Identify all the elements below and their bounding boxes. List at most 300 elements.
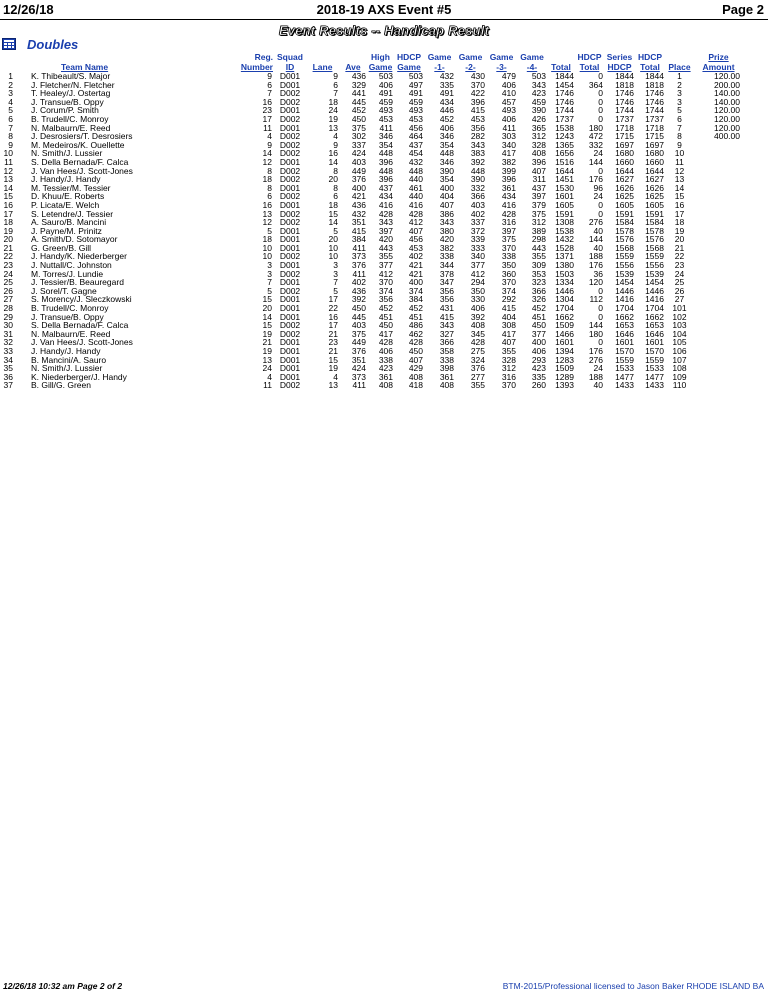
series-hdcp: 1744 bbox=[615, 105, 634, 116]
series-hdcp: 1627 bbox=[615, 174, 634, 185]
reg-number: 3 bbox=[267, 268, 272, 279]
series-hdcp: 1644 bbox=[615, 165, 634, 176]
hdcp-total-2: 1680 bbox=[645, 148, 664, 159]
hdcp-total: 0 bbox=[598, 105, 603, 116]
team-name: B. Trudell/C. Monroy bbox=[31, 113, 109, 124]
place: 5 bbox=[677, 105, 682, 116]
series-hdcp: 1477 bbox=[615, 371, 634, 382]
game-4: 312 bbox=[531, 131, 546, 142]
game-3: 407 bbox=[501, 337, 516, 348]
game-2: 324 bbox=[470, 354, 485, 365]
game-3: 360 bbox=[501, 268, 516, 279]
hdcp-game: 400 bbox=[408, 277, 423, 288]
series-hdcp: 1559 bbox=[615, 251, 634, 262]
reg-number: 10 bbox=[262, 242, 272, 253]
reg-number: 6 bbox=[267, 191, 272, 202]
ave: 392 bbox=[351, 294, 366, 305]
game-3: 328 bbox=[501, 354, 516, 365]
place: 108 bbox=[672, 363, 687, 374]
high-game: 397 bbox=[378, 225, 393, 236]
hdcp-total: 120 bbox=[588, 277, 603, 288]
series-hdcp: 1653 bbox=[615, 320, 634, 331]
high-game: 354 bbox=[378, 139, 393, 150]
prize-amount bbox=[694, 321, 743, 330]
reg-number: 21 bbox=[262, 337, 272, 348]
team-name: J. Handy/J. Handy bbox=[31, 346, 101, 356]
series-hdcp: 1584 bbox=[615, 217, 634, 228]
hdcp-game: 497 bbox=[408, 79, 423, 90]
col-total: Total bbox=[551, 62, 571, 72]
game-3: 355 bbox=[501, 346, 516, 356]
total: 1466 bbox=[555, 328, 574, 339]
high-game: 459 bbox=[378, 96, 393, 107]
ave: 403 bbox=[351, 320, 366, 331]
row-num: 34 bbox=[3, 354, 13, 365]
place: 102 bbox=[672, 311, 687, 322]
prize-amount bbox=[694, 347, 743, 356]
squad-id: D001 bbox=[279, 182, 301, 193]
hdcp-total: 176 bbox=[588, 346, 603, 356]
high-game: 428 bbox=[378, 337, 393, 348]
lane: 17 bbox=[328, 320, 338, 331]
reg-number: 14 bbox=[262, 148, 272, 159]
hdcp-game: 464 bbox=[408, 131, 423, 142]
hdcp-game: 416 bbox=[408, 199, 423, 210]
game-4: 503 bbox=[531, 71, 546, 81]
high-game: 417 bbox=[378, 328, 393, 339]
game-4: 452 bbox=[531, 303, 546, 314]
reg-number: 8 bbox=[267, 165, 272, 176]
row-num: 31 bbox=[3, 328, 13, 339]
high-game: 396 bbox=[378, 156, 393, 167]
lane: 14 bbox=[328, 217, 338, 228]
hdcp-game: 503 bbox=[408, 71, 423, 81]
game-2: 392 bbox=[470, 311, 485, 322]
hdcp-game: 408 bbox=[408, 371, 423, 382]
game-2: 408 bbox=[470, 320, 485, 331]
reg-number: 9 bbox=[267, 71, 272, 81]
squad-id: D002 bbox=[279, 96, 301, 107]
header-rule bbox=[0, 19, 768, 20]
series-hdcp: 1433 bbox=[615, 380, 634, 391]
hdcp-game: 428 bbox=[408, 337, 423, 348]
prize-amount bbox=[694, 192, 743, 201]
squad-id: D002 bbox=[279, 174, 301, 185]
ave: 436 bbox=[351, 285, 366, 296]
team-name: J. Corum/P. Smith bbox=[31, 105, 99, 116]
lane: 4 bbox=[333, 371, 338, 382]
hdcp-total: 24 bbox=[593, 191, 603, 202]
reg-number: 15 bbox=[262, 320, 272, 331]
team-name: S. Della Bernada/F. Calca bbox=[31, 320, 129, 331]
hdcp-total: 40 bbox=[593, 225, 603, 236]
squad-id: D002 bbox=[279, 208, 301, 219]
col-prize: Prize Amount bbox=[702, 52, 735, 72]
ave: 384 bbox=[351, 234, 366, 245]
total: 1591 bbox=[555, 208, 574, 219]
high-game: 428 bbox=[378, 208, 393, 219]
hdcp-total-2: 1539 bbox=[645, 268, 664, 279]
ave: 411 bbox=[352, 380, 366, 391]
squad-id: D002 bbox=[279, 131, 301, 142]
row-num: 7 bbox=[8, 122, 13, 133]
high-game: 412 bbox=[378, 268, 393, 279]
game-2: 282 bbox=[470, 131, 485, 142]
game-2: 377 bbox=[470, 260, 485, 271]
game-3: 406 bbox=[501, 79, 516, 90]
hdcp-total-2: 1737 bbox=[645, 113, 664, 124]
squad-id: D002 bbox=[279, 217, 301, 228]
ave: 351 bbox=[351, 217, 366, 228]
total: 1601 bbox=[555, 191, 574, 202]
team-name: N. Smith/J. Lussier bbox=[31, 363, 103, 374]
hdcp-game: 429 bbox=[408, 363, 423, 374]
ave: 351 bbox=[351, 354, 366, 365]
row-num: 4 bbox=[8, 96, 13, 107]
team-name: J. Fletcher/N. Fletcher bbox=[31, 79, 115, 90]
place: 12 bbox=[674, 165, 685, 176]
game-3: 404 bbox=[501, 311, 516, 322]
high-game: 448 bbox=[378, 148, 393, 159]
team-name: J. Handy/K. Niederberger bbox=[31, 251, 127, 262]
game-4: 396 bbox=[531, 156, 546, 167]
game-3: 382 bbox=[501, 156, 516, 167]
game-4: 443 bbox=[531, 242, 546, 253]
hdcp-total: 188 bbox=[588, 251, 603, 262]
team-name: J. Desrosiers/T. Desrosiers bbox=[31, 131, 133, 142]
place: 24 bbox=[674, 268, 685, 279]
game-2: 402 bbox=[470, 208, 485, 219]
hdcp-total-2: 1746 bbox=[645, 88, 664, 99]
ave: 452 bbox=[351, 105, 366, 116]
high-game: 503 bbox=[378, 71, 393, 81]
total: 1380 bbox=[555, 260, 574, 271]
game-4: 335 bbox=[531, 371, 546, 382]
high-game: 346 bbox=[378, 131, 393, 142]
prize-amount bbox=[694, 261, 743, 270]
hdcp-total-2: 1653 bbox=[645, 320, 664, 331]
hdcp-game: 407 bbox=[408, 225, 423, 236]
high-game: 338 bbox=[378, 354, 393, 365]
hdcp-total: 112 bbox=[589, 294, 603, 305]
reg-number: 14 bbox=[262, 311, 272, 322]
row-num: 23 bbox=[3, 260, 13, 271]
ave: 375 bbox=[351, 122, 366, 133]
team-name: G. Green/B. Gill bbox=[31, 242, 91, 253]
total: 1601 bbox=[555, 337, 574, 348]
team-name: J. Van Hees/J. Scott-Jones bbox=[31, 165, 133, 176]
col-high-game: High Game bbox=[368, 52, 393, 72]
ave: 411 bbox=[352, 268, 366, 279]
series-hdcp: 1680 bbox=[615, 148, 634, 159]
game-4: 423 bbox=[531, 88, 546, 99]
prize-amount bbox=[694, 373, 743, 382]
game-1: 390 bbox=[439, 165, 454, 176]
lane: 6 bbox=[333, 79, 338, 90]
hdcp-total: 332 bbox=[588, 139, 603, 150]
hdcp-total: 176 bbox=[588, 260, 603, 271]
game-1: 343 bbox=[439, 320, 454, 331]
series-hdcp: 1715 bbox=[615, 131, 634, 142]
reg-number: 10 bbox=[262, 251, 272, 262]
total: 1746 bbox=[555, 96, 574, 107]
total: 1844 bbox=[555, 71, 574, 81]
row-num: 25 bbox=[3, 277, 13, 288]
hdcp-game: 451 bbox=[408, 311, 423, 322]
game-4: 423 bbox=[531, 363, 546, 374]
header-title: 2018-19 AXS Event #5 bbox=[316, 2, 452, 17]
lane: 3 bbox=[333, 260, 338, 271]
row-num: 32 bbox=[3, 337, 13, 348]
squad-id: D001 bbox=[279, 71, 301, 81]
hdcp-total-2: 1578 bbox=[645, 225, 664, 236]
total: 1371 bbox=[555, 251, 574, 262]
hdcp-game: 412 bbox=[408, 217, 423, 228]
game-2: 345 bbox=[470, 328, 485, 339]
reg-number: 16 bbox=[262, 199, 272, 210]
game-2: 333 bbox=[470, 242, 485, 253]
game-1: 366 bbox=[439, 337, 454, 348]
prize-amount bbox=[694, 287, 743, 296]
hdcp-game: 432 bbox=[408, 156, 423, 167]
place: 2 bbox=[677, 79, 682, 90]
series-hdcp: 1625 bbox=[615, 191, 634, 202]
game-2: 350 bbox=[470, 285, 485, 296]
reg-number: 12 bbox=[262, 217, 272, 228]
squad-id: D002 bbox=[279, 251, 301, 262]
lane: 17 bbox=[328, 294, 338, 305]
squad-id: D002 bbox=[279, 165, 301, 176]
hdcp-total-2: 1556 bbox=[645, 260, 664, 271]
team-name: M. Medeiros/K. Ouellette bbox=[31, 139, 125, 150]
team-name: S. Morency/J. Sleczkowski bbox=[31, 294, 132, 305]
game-4: 451 bbox=[531, 311, 546, 322]
game-4: 459 bbox=[531, 96, 546, 107]
game-4: 355 bbox=[531, 251, 546, 262]
col-team-name: Team Name bbox=[61, 62, 109, 72]
hdcp-game: 459 bbox=[408, 96, 423, 107]
section-title: Doubles bbox=[27, 37, 79, 52]
row-num: 9 bbox=[8, 139, 13, 150]
game-3: 493 bbox=[501, 105, 516, 116]
row-num: 2 bbox=[8, 79, 13, 90]
hdcp-game: 407 bbox=[408, 354, 423, 365]
lane: 15 bbox=[328, 354, 338, 365]
game-3: 428 bbox=[501, 208, 516, 219]
place: 105 bbox=[672, 337, 687, 348]
prize-amount bbox=[694, 149, 743, 158]
hdcp-total-2: 1601 bbox=[645, 337, 664, 348]
team-name: J. Payne/M. Prinitz bbox=[31, 225, 102, 236]
ave: 450 bbox=[351, 303, 366, 314]
squad-id: D001 bbox=[279, 234, 301, 245]
prize-amount bbox=[694, 330, 743, 339]
place: 13 bbox=[674, 174, 685, 185]
hdcp-total: 96 bbox=[593, 182, 603, 193]
place: 101 bbox=[672, 303, 687, 314]
hdcp-total-2: 1559 bbox=[645, 251, 664, 262]
place: 10 bbox=[674, 148, 685, 159]
game-2: 412 bbox=[470, 268, 485, 279]
lane: 8 bbox=[333, 182, 338, 193]
game-4: 326 bbox=[531, 294, 546, 305]
ave: 400 bbox=[351, 182, 366, 193]
reg-number: 5 bbox=[267, 285, 272, 296]
hdcp-total-2: 1570 bbox=[645, 346, 664, 356]
game-1: 346 bbox=[439, 131, 454, 142]
game-3: 406 bbox=[501, 113, 516, 124]
total: 1243 bbox=[555, 131, 574, 142]
prize-amount: 120.00 bbox=[714, 71, 740, 81]
prize-amount bbox=[694, 295, 743, 304]
hdcp-total: 472 bbox=[588, 131, 603, 142]
prize-amount bbox=[694, 356, 743, 365]
team-name: N. Malbaurn/E. Reed bbox=[31, 328, 111, 339]
place: 25 bbox=[674, 277, 685, 288]
place: 18 bbox=[674, 217, 685, 228]
team-name: M. Torres/J. Lundie bbox=[31, 268, 104, 279]
hdcp-total-2: 1576 bbox=[645, 234, 664, 245]
reg-number: 3 bbox=[267, 260, 272, 271]
lane: 19 bbox=[328, 113, 338, 124]
reg-number: 24 bbox=[262, 363, 272, 374]
game-4: 365 bbox=[531, 122, 546, 133]
high-game: 437 bbox=[378, 182, 393, 193]
reg-number: 19 bbox=[262, 346, 272, 356]
hdcp-total: 0 bbox=[598, 113, 603, 124]
prize-amount: 140.00 bbox=[714, 96, 740, 107]
table-header-row bbox=[0, 52, 743, 72]
place: 104 bbox=[672, 328, 687, 339]
hdcp-total: 0 bbox=[598, 165, 603, 176]
game-1: 431 bbox=[439, 303, 454, 314]
game-3: 312 bbox=[501, 363, 516, 374]
hdcp-game: 453 bbox=[408, 113, 423, 124]
game-3: 457 bbox=[501, 96, 516, 107]
hdcp-total: 24 bbox=[593, 363, 603, 374]
ave: 329 bbox=[351, 79, 366, 90]
game-4: 408 bbox=[531, 148, 546, 159]
ave: 445 bbox=[351, 311, 366, 322]
series-hdcp: 1568 bbox=[615, 242, 634, 253]
row-num: 10 bbox=[3, 148, 13, 159]
reg-number: 13 bbox=[262, 208, 272, 219]
hdcp-total-2: 1559 bbox=[645, 354, 664, 365]
game-3: 434 bbox=[501, 191, 516, 202]
col-game-3: Game -3- bbox=[489, 52, 514, 72]
prize-amount bbox=[694, 218, 743, 227]
hdcp-game: 428 bbox=[408, 208, 423, 219]
game-1: 327 bbox=[439, 328, 454, 339]
series-hdcp: 1662 bbox=[615, 311, 634, 322]
game-1: 398 bbox=[439, 363, 454, 374]
reg-number: 6 bbox=[267, 79, 272, 90]
col-num bbox=[0, 52, 30, 72]
high-game: 493 bbox=[378, 105, 393, 116]
total: 1394 bbox=[555, 346, 574, 356]
series-hdcp: 1416 bbox=[615, 294, 634, 305]
hdcp-total-2: 1533 bbox=[645, 363, 664, 374]
game-1: 354 bbox=[439, 174, 454, 185]
reg-number: 5 bbox=[267, 225, 272, 236]
total: 1530 bbox=[555, 182, 574, 193]
ave: 302 bbox=[351, 131, 366, 142]
game-1: 356 bbox=[439, 294, 454, 305]
game-2: 430 bbox=[470, 71, 485, 81]
place: 26 bbox=[674, 285, 685, 296]
hdcp-total-2: 1605 bbox=[645, 199, 664, 210]
hdcp-game: 448 bbox=[408, 165, 423, 176]
game-1: 415 bbox=[439, 311, 454, 322]
team-name: J. Nuttall/C. Johnston bbox=[31, 260, 112, 271]
game-4: 298 bbox=[531, 234, 546, 245]
row-num: 20 bbox=[3, 234, 13, 245]
lane: 13 bbox=[328, 122, 338, 133]
high-game: 452 bbox=[378, 303, 393, 314]
game-3: 375 bbox=[501, 234, 516, 245]
game-2: 383 bbox=[470, 148, 485, 159]
game-4: 309 bbox=[531, 260, 546, 271]
place: 14 bbox=[674, 182, 685, 193]
prize-amount: 400.00 bbox=[714, 131, 740, 142]
hdcp-game: 462 bbox=[408, 328, 423, 339]
high-game: 434 bbox=[378, 191, 393, 202]
series-hdcp: 1626 bbox=[615, 182, 634, 193]
high-game: 343 bbox=[378, 217, 393, 228]
ave: 376 bbox=[351, 260, 366, 271]
game-4: 437 bbox=[531, 182, 546, 193]
game-1: 356 bbox=[439, 285, 454, 296]
hdcp-total: 0 bbox=[598, 337, 603, 348]
hdcp-total-2: 1818 bbox=[645, 79, 664, 90]
lane: 9 bbox=[333, 139, 338, 150]
lane: 19 bbox=[328, 363, 338, 374]
total: 1744 bbox=[555, 105, 574, 116]
squad-id: D001 bbox=[279, 199, 301, 210]
hdcp-total-2: 1584 bbox=[645, 217, 664, 228]
total: 1432 bbox=[555, 234, 574, 245]
series-hdcp: 1539 bbox=[615, 268, 634, 279]
header-date: 12/26/18 bbox=[3, 2, 54, 17]
squad-id: D001 bbox=[279, 277, 301, 288]
game-2: 294 bbox=[470, 277, 485, 288]
squad-id: D001 bbox=[279, 337, 301, 348]
hdcp-total: 0 bbox=[598, 96, 603, 107]
team-name: M. Tessier/M. Tessier bbox=[31, 182, 111, 193]
game-1: 343 bbox=[439, 217, 454, 228]
game-3: 308 bbox=[501, 320, 516, 331]
total: 1365 bbox=[555, 139, 574, 150]
squad-id: D002 bbox=[279, 88, 301, 99]
game-3: 340 bbox=[501, 139, 516, 150]
total: 1451 bbox=[555, 174, 574, 185]
hdcp-game: 454 bbox=[408, 148, 423, 159]
ave: 373 bbox=[351, 371, 366, 382]
game-4: 400 bbox=[531, 337, 546, 348]
reg-number: 7 bbox=[267, 88, 272, 99]
row-num: 8 bbox=[8, 131, 13, 142]
hdcp-total-2: 1433 bbox=[645, 380, 664, 391]
prize-amount bbox=[694, 278, 743, 287]
reg-number: 12 bbox=[262, 156, 272, 167]
game-1: 448 bbox=[439, 148, 454, 159]
team-name: A. Smith/D. Sotomayor bbox=[31, 234, 118, 245]
game-2: 372 bbox=[470, 225, 485, 236]
game-2: 343 bbox=[470, 139, 485, 150]
hdcp-game: 440 bbox=[408, 174, 423, 185]
page-header bbox=[0, 2, 768, 18]
game-2: 422 bbox=[470, 88, 485, 99]
